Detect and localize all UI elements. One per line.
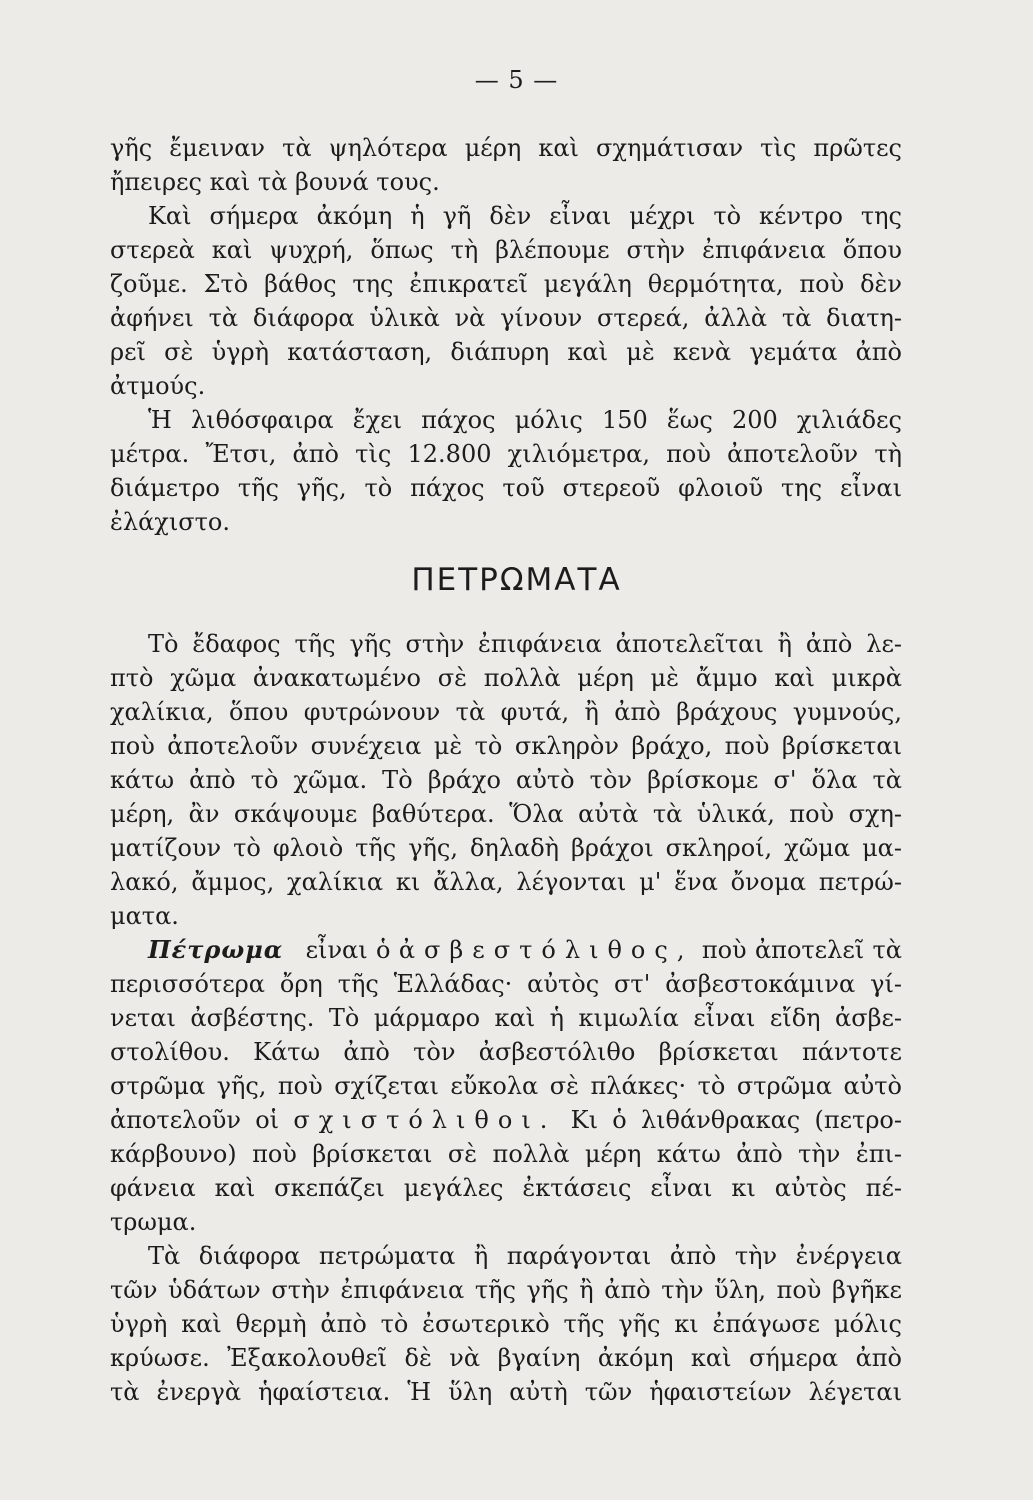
text-line: κάρβουνο) ποὺ βρίσκεται σὲ πολλὰ μέρη κάτω ἀπὸ τὴν ἐπι-: [110, 1140, 902, 1168]
text-line: Καὶ σήμερα ἀκόμη ἡ γῆ δὲν εἶναι μέχρι τὸ κέντρο της: [148, 202, 902, 230]
text-line: τρωμα.: [110, 1208, 197, 1236]
text-line: Τὸ ἔδαφος τῆς γῆς στὴν ἐπιφάνεια ἀποτελεῖται ἢ ἀπὸ λε-: [148, 630, 902, 658]
text-line: ματίζουν τὸ φλοιὸ τῆς γῆς, δηλαδὴ βράχοι σκληροί, χῶμα μα-: [110, 834, 902, 862]
page-number: — 5 —: [474, 66, 559, 94]
text-fragment: Κι ὁ λιθάνθρακας (πετρο-: [570, 1106, 902, 1134]
text-line: ματα.: [110, 902, 179, 930]
text-line: ἐλάχιστο.: [110, 508, 230, 536]
text-line: ποὺ ἀποτελοῦν συνέχεια μὲ τὸ σκληρὸν βράχο, ποὺ βρίσκεται: [110, 732, 902, 760]
text-fragment: εἶναι ὁ: [305, 936, 391, 964]
term-petroma: Πέτρωμα: [148, 935, 284, 964]
text-line: ὑγρὴ καὶ θερμὴ ἀπὸ τὸ ἐσωτερικὸ τῆς γῆς κι ἐπάγωσε μόλις: [110, 1310, 902, 1338]
text-line: γῆς ἔμειναν τὰ ψηλότερα μέρη καὶ σχημάτισαν τὶς πρῶτες: [110, 134, 902, 162]
text-line: στρῶμα γῆς, ποὺ σχίζεται εὔκολα σὲ πλάκες· τὸ στρῶμα αὐτὸ: [110, 1072, 902, 1100]
text-line: διάμετρο τῆς γῆς, τὸ πάχος τοῦ στερεοῦ φλοιοῦ της εἶναι: [110, 474, 902, 502]
text-line-with-term: [110, 1104, 902, 1136]
text-fragment: ποὺ ἀποτελεῖ τὰ: [701, 936, 902, 964]
text-line: Τὰ διάφορα πετρώματα ἢ παράγονται ἀπὸ τὴν ἐνέργεια: [148, 1242, 902, 1270]
text-line: στολίθου. Κάτω ἀπὸ τὸν ἀσβεστόλιθο βρίσκεται πάντοτε: [110, 1038, 902, 1066]
text-line: τὰ ἐνεργὰ ἡφαίστεια. Ἡ ὕλη αὐτὴ τῶν ἡφαιστείων λέγεται: [110, 1378, 902, 1406]
text-line-with-term: [148, 934, 902, 966]
text-line: λακό, ἄμμος, χαλίκια κι ἄλλα, λέγονται μ' ἕνα ὄνομα πετρώ-: [110, 868, 902, 896]
text-line: περισσότερα ὄρη τῆς Ἑλλάδας· αὐτὸς στ' ἀσβεστοκάμινα γί-: [110, 970, 902, 998]
text-line: μέρη, ἂν σκάψουμε βαθύτερα. Ὅλα αὐτὰ τὰ ὑλικά, ποὺ σχη-: [110, 800, 902, 828]
text-line: φάνεια καὶ σκεπάζει μεγάλες ἐκτάσεις εἶναι κι αὐτὸς πέ-: [110, 1174, 902, 1202]
text-line: ἤπειρες καὶ τὰ βουνά τους.: [110, 168, 440, 196]
spaced-term: ἀσβεστόλιθος,: [398, 936, 694, 964]
text-line: μέτρα. Ἔτσι, ἀπὸ τὶς 12.800 χιλιόμετρα, ποὺ ἀποτελοῦν τὴ: [110, 440, 902, 468]
text-line: τῶν ὑδάτων στὴν ἐπιφάνεια τῆς γῆς ἢ ἀπὸ τὴν ὕλη, ποὺ βγῆκε: [110, 1276, 902, 1304]
text-line: στερεὰ καὶ ψυχρή, ὅπως τὴ βλέπουμε στὴν ἐπιφάνεια ὅπου: [110, 236, 902, 264]
section-heading: ΠΕΤΡΩΜΑΤΑ: [411, 562, 622, 598]
text-line: νεται ἀσβέστης. Τὸ μάρμαρο καὶ ἡ κιμωλία εἶναι εἴδη ἀσβε-: [110, 1004, 902, 1032]
text-fragment: ἀποτελοῦν οἱ: [110, 1106, 280, 1134]
text-line: ἀτμούς.: [110, 372, 206, 400]
text-line: χαλίκια, ὅπου φυτρώνουν τὰ φυτά, ἢ ἀπὸ βράχους γυμνούς,: [110, 698, 902, 726]
spaced-term: σχιστόλιθοι.: [293, 1106, 557, 1134]
text-line: Ἡ λιθόσφαιρα ἔχει πάχος μόλις 150 ἕως 200 χιλιάδες: [148, 406, 902, 434]
text-line: πτὸ χῶμα ἀνακατωμένο σὲ πολλὰ μέρη μὲ ἄμμο καὶ μικρὰ: [110, 664, 902, 692]
text-line: ρεῖ σὲ ὑγρὴ κατάσταση, διάπυρη καὶ μὲ κενὰ γεμάτα ἀπὸ: [110, 338, 902, 366]
text-line: ζοῦμε. Στὸ βάθος της ἐπικρατεῖ μεγάλη θερμότητα, ποὺ δὲν: [110, 270, 902, 298]
text-line: ἀφήνει τὰ διάφορα ὑλικὰ νὰ γίνουν στερεά, ἀλλὰ τὰ διατη-: [110, 304, 902, 332]
text-line: κάτω ἀπὸ τὸ χῶμα. Τὸ βράχο αὐτὸ τὸν βρίσκομε σ' ὅλα τὰ: [110, 766, 902, 794]
text-line: κρύωσε. Ἐξακολουθεῖ δὲ νὰ βγαίνη ἀκόμη καὶ σήμερα ἀπὸ: [110, 1344, 902, 1372]
